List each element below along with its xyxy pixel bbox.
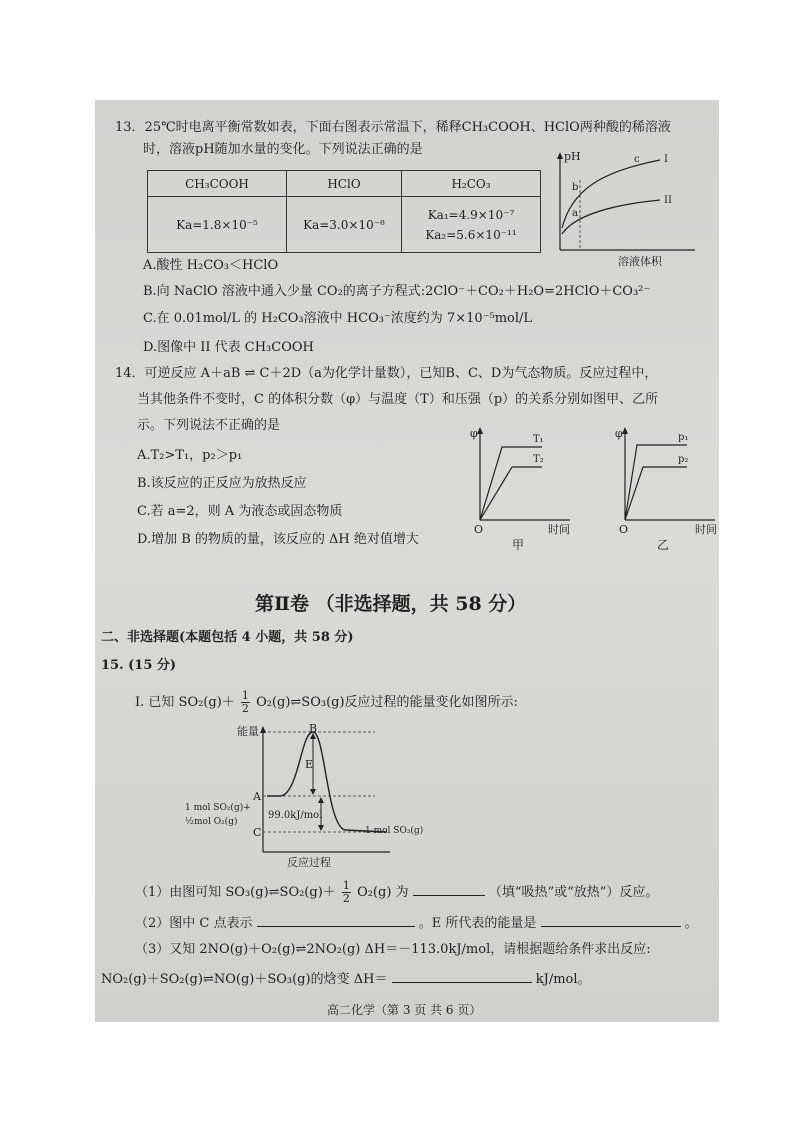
yi-label-p2: p₂ xyxy=(678,454,689,465)
jia-y-arrow xyxy=(477,427,483,434)
arrow-dh-head-bottom xyxy=(318,825,324,831)
arrow-dh-head-top xyxy=(318,797,324,803)
q14-option-b: B.该反应的正反应为放热反应 xyxy=(137,476,307,491)
energy-label-E: E xyxy=(305,758,314,771)
q14-stem-line3: 示。下列说法不正确的是 xyxy=(137,418,281,433)
q14-option-a: A.T₂>T₁，p₂＞p₁ xyxy=(137,448,243,463)
energy-point-B: B xyxy=(309,722,318,735)
half-numerator: 1 xyxy=(241,689,249,702)
jia-xlabel: 时间 xyxy=(548,523,570,536)
q13-option-d: D.图像中 II 代表 CH₃COOH xyxy=(143,340,314,355)
q15-sub3-line1: （3）又知 2NO(g)＋O₂(g)⇌2NO₂(g) ΔH＝－113.0kJ/mol，请根据题给条件求出反应: xyxy=(135,942,651,957)
jia-line-T2 xyxy=(480,467,542,520)
jia-label-T2: T₂ xyxy=(533,454,544,465)
q15-sub3-line2 xyxy=(101,970,591,988)
q13-stem-line1: 13．25℃时电离平衡常数如表，下面右图表示常温下，稀释CH₃COOH、HClO两种酸的稀溶液 xyxy=(115,120,671,135)
ph-curve-II-label: II xyxy=(664,195,672,206)
ka-value-ch3cooh: Ka=1.8×10⁻⁵ xyxy=(148,197,287,253)
jia-origin: O xyxy=(474,523,484,536)
energy-ylabel: 能量 xyxy=(237,725,259,738)
reactant-half: ½ xyxy=(185,817,194,827)
yi-line-p2 xyxy=(625,467,687,520)
jia-label-T1: T₁ xyxy=(533,434,544,445)
energy-point-A: A xyxy=(253,790,261,803)
figure-jia xyxy=(470,425,580,550)
q15-sub1-part2: O₂(g) 为 xyxy=(357,885,409,900)
arrow-E-head-bottom xyxy=(310,789,316,795)
ka-header-ch3cooh: CH₃COOH xyxy=(148,171,287,197)
part2-title: 第Ⅱ卷 （非选择题，共 58 分） xyxy=(255,593,527,615)
q13-stem-line2: 时，溶液pH随加水量的变化。下列说法正确的是 xyxy=(143,142,423,157)
section-heading: 二、非选择题(本题包括 4 小题，共 58 分) xyxy=(101,630,354,645)
q13-option-a: A.酸性 H₂CO₃＜HClO xyxy=(143,258,279,273)
ph-point-b: b xyxy=(572,182,579,193)
yi-ylabel: φ xyxy=(615,427,623,440)
q15-header: 15. (15 分) xyxy=(101,658,177,673)
half-denominator: 2 xyxy=(241,702,249,715)
reactant-line1: 1 mol SO₂(g)+ xyxy=(185,803,251,813)
yi-origin: O xyxy=(619,523,629,536)
yi-xlabel: 时间 xyxy=(695,523,717,536)
jia-caption: 甲 xyxy=(512,538,525,552)
q14-stem-line2: 当其他条件不变时，C 的体积分数（φ）与温度（T）和压强（p）的关系分别如图甲、乙所 xyxy=(137,392,659,407)
q15-sub2 xyxy=(135,914,698,932)
jia-ylabel: φ xyxy=(470,427,478,440)
energy-label-dh: 99.0kJ/mol xyxy=(268,810,323,821)
q15-sub2-part3: 。 xyxy=(684,916,698,931)
ph-point-a: a xyxy=(572,208,578,219)
q15-sub1 xyxy=(135,880,658,905)
figure-yi xyxy=(615,425,719,550)
ka2-h2co3: Ka₂=5.6×10⁻¹¹ xyxy=(425,227,517,242)
ph-xlabel: 溶液体积 xyxy=(618,255,662,268)
answer-blank-4[interactable] xyxy=(392,970,532,983)
sub1-half-numerator: 1 xyxy=(342,879,350,892)
page-footer: 高二化学（第 3 页 共 6 页） xyxy=(327,1003,482,1017)
answer-blank-3[interactable] xyxy=(541,914,681,927)
q15-intro-half xyxy=(241,690,250,715)
q15-sub1-part3: （填“吸热”或“放热”）反应。 xyxy=(488,885,659,900)
product-label: 1 mol SO₃(g) xyxy=(365,826,424,836)
q15-sub1-half xyxy=(342,880,351,905)
q15-intro xyxy=(135,690,518,715)
q15-sub1-part1: （1）由图可知 SO₃(g)⇌SO₂(g)＋ xyxy=(135,885,336,900)
energy-xlabel: 反应过程 xyxy=(287,856,331,869)
ka-header-hclo: HClO xyxy=(287,171,402,197)
ph-curve-I-label: I xyxy=(664,154,668,165)
q13-option-c: C.在 0.01mol/L 的 H₂CO₃溶液中 HCO₃⁻浓度约为 7×10⁻⁵mol/L xyxy=(143,311,533,326)
q15-sub2-part1: （2）图中 C 点表示 xyxy=(135,916,253,931)
ka-value-h2co3 xyxy=(402,197,541,253)
q15-sub3-unit: kJ/mol。 xyxy=(535,972,591,987)
q15-sub3-reaction: NO₂(g)＋SO₂(g)⇌NO(g)＋SO₃(g)的焓变 ΔH＝ xyxy=(101,972,388,987)
q15-sub2-part2: 。E 所代表的能量是 xyxy=(418,916,537,931)
ph-y-arrow xyxy=(557,152,563,159)
energy-point-C: C xyxy=(253,826,262,839)
energy-diagram xyxy=(175,720,445,870)
q15-intro-part1: I. 已知 SO₂(g)＋ xyxy=(135,695,235,710)
q14-stem-line1: 14．可逆反应 A＋aB ⇌ C＋2D（a为化学计量数），已知B、C、D为气态物质。反应过程中， xyxy=(115,366,658,381)
exam-page-photo xyxy=(95,100,719,1022)
yi-caption: 乙 xyxy=(657,538,670,552)
yi-y-arrow xyxy=(622,427,628,434)
reactant-line2: mol O₂(g) xyxy=(194,817,238,827)
ka1-h2co3: Ka₁=4.9×10⁻⁷ xyxy=(427,207,515,222)
ph-point-c: c xyxy=(634,154,640,165)
q14-option-d: D.增加 B 的物质的量，该反应的 ΔH 绝对值增大 xyxy=(137,532,419,547)
ph-dilution-figure xyxy=(550,150,710,270)
answer-blank-1[interactable] xyxy=(413,883,485,896)
yi-label-p1: p₁ xyxy=(678,432,689,443)
q13-option-b: B.向 NaClO 溶液中通入少量 CO₂的离子方程式:2ClO⁻＋CO₂＋H₂O=2HClO＋CO₃²⁻ xyxy=(143,284,651,299)
ka-header-h2co3: H₂CO₃ xyxy=(402,171,541,197)
q14-option-c: C.若 a=2，则 A 为液态或固态物质 xyxy=(137,504,343,519)
q15-intro-part2: O₂(g)⇌SO₃(g)反应过程的能量变化如图所示: xyxy=(256,695,518,710)
sub1-half-denominator: 2 xyxy=(342,892,350,905)
ph-ylabel: pH xyxy=(564,150,581,163)
ka-table xyxy=(147,170,541,253)
answer-blank-2[interactable] xyxy=(257,914,415,927)
ka-value-hclo: Ka=3.0×10⁻⁸ xyxy=(287,197,402,253)
